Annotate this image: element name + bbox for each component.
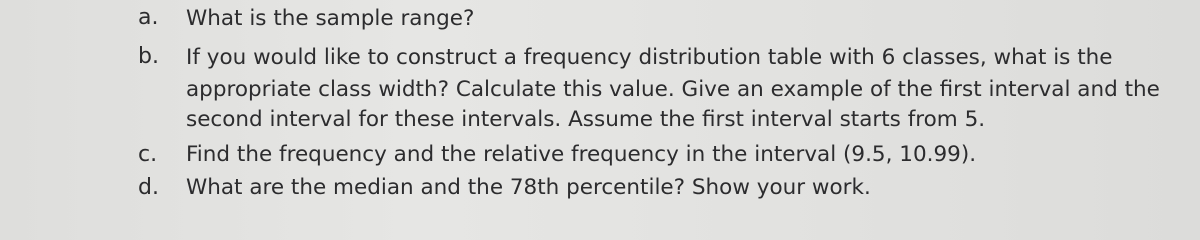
question-d-text: What are the median and the 78th percentile? Show your work.: [186, 175, 871, 200]
question-a-letter: a.: [138, 5, 159, 30]
question-b-line-3: second interval for these intervals. Assume the first interval starts from 5.: [186, 107, 986, 132]
question-b-letter: b.: [138, 44, 159, 69]
question-a-text: What is the sample range?: [186, 6, 475, 31]
question-b-line-1: If you would like to construct a frequency distribution table with 6 classes, what is the: [186, 45, 1113, 70]
question-d-letter: d.: [138, 175, 159, 200]
question-c-letter: c.: [138, 142, 158, 167]
question-b-line-2: appropriate class width? Calculate this value. Give an example of the first interval and the: [186, 77, 1160, 102]
question-c-text: Find the frequency and the relative frequency in the interval (9.5, 10.99).: [186, 142, 977, 167]
